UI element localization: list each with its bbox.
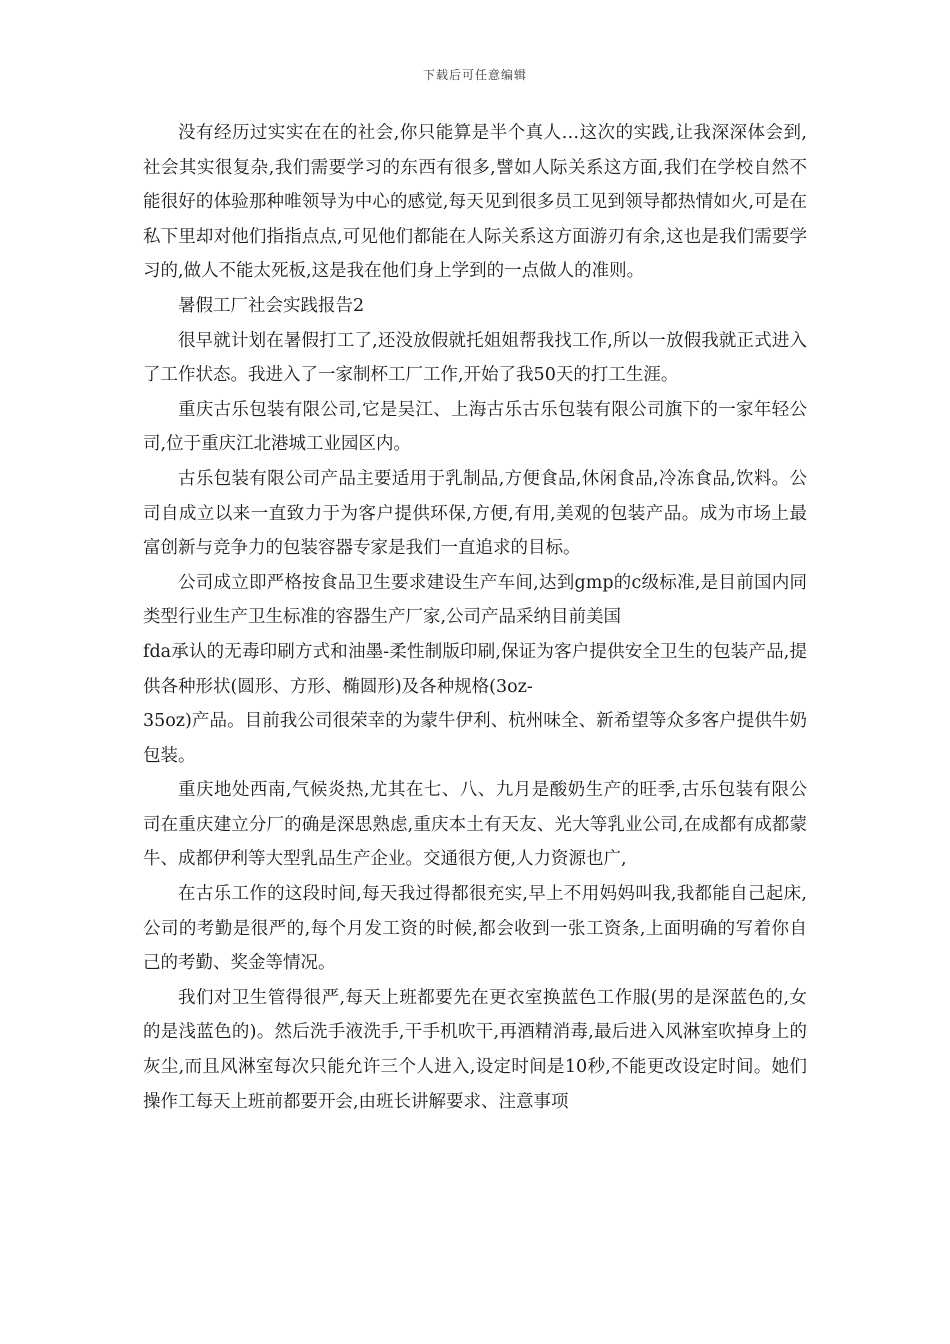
paragraph-hygiene-routine: 我们对卫生管得很严,每天上班都要先在更衣室换蓝色工作服(男的是深蓝色的,女的是浅蓝色的)。然后洗手液洗手,干手机吹干,再酒精消毒,最后进入风淋室吹掉身上的灰尘,而且风淋室每次只能允许三个人进入,设定时间是10秒,不能更改设定时间。她们操作工每天上班前都要开会,由班长讲解要求、注意事项	[143, 987, 807, 1112]
paragraph-company-products: 古乐包装有限公司产品主要适用于乳制品,方便食品,休闲食品,冷冻食品,饮料。公司自成立以来一直致力于为客户提供环保,方便,有用,美观的包装产品。成为市场上最富创新与竞争力的包装容器专家是我们一直追求的目标。	[143, 468, 807, 559]
paragraph-hygiene-standard: 公司成立即严格按食品卫生要求建设生产车间,达到gmp的c级标准,是目前国内同类型行业生产卫生标准的容器生产厂家,公司产品采纳目前美国	[143, 572, 807, 628]
paragraph-customers: 35oz)产品。目前我公司很荣幸的为蒙牛伊利、杭州味全、新希望等众多客户提供牛奶包装。	[143, 711, 807, 766]
paragraph-company-intro: 重庆古乐包装有限公司,它是吴江、上海古乐古乐包装有限公司旗下的一家年轻公司,位于重庆江北港城工业园区内。	[143, 399, 807, 455]
paragraph-fda-printing: fda承认的无毒印刷方式和油墨-柔性制版印刷,保证为客户提供安全卫生的包装产品,提供各种形状(圆形、方形、椭圆形)及各种规格(3oz-	[143, 641, 807, 697]
page-header-note: 下载后可任意编辑	[422, 68, 527, 82]
section-title: 暑假工厂社会实践报告2	[178, 295, 365, 316]
document-body	[143, 116, 807, 1119]
paragraph-location: 重庆地处西南,气候炎热,尤其在七、八、九月是酸奶生产的旺季,古乐包装有限公司在重庆建立分厂的确是深思熟虑,重庆本土有天友、光大等乳业公司,在成都有成都蒙牛、成都伊利等大型乳品生产企业。交通很方便,人力资源也广,	[143, 780, 807, 870]
paragraph-intro-reflection: 没有经历过实实在在的社会,你只能算是半个真人…这次的实践,让我深深体会到,社会其实很复杂,我们需要学习的东西有很多,譬如人际关系这方面,我们在学校自然不能很好的体验那种唯领导为中心的感觉,每天见到很多员工见到领导都热情如火,可是在私下里却对他们指指点点,可见他们都能在人际关系这方面游刃有余,这也是我们需要学习的,做人不能太死板,这是我在他们身上学到的一点做人的准则。	[143, 123, 807, 282]
paragraph-job-start: 很早就计划在暑假打工了,还没放假就托姐姐帮我找工作,所以一放假我就正式进入了工作状态。我进入了一家制杯工厂工作,开始了我50天的打工生涯。	[143, 330, 807, 386]
paragraph-work-life: 在古乐工作的这段时间,每天我过得都很充实,早上不用妈妈叫我,我都能自己起床,公司的考勤是很严的,每个月发工资的时候,都会收到一张工资条,上面明确的写着你自己的考勤、奖金等情况。	[143, 884, 807, 974]
